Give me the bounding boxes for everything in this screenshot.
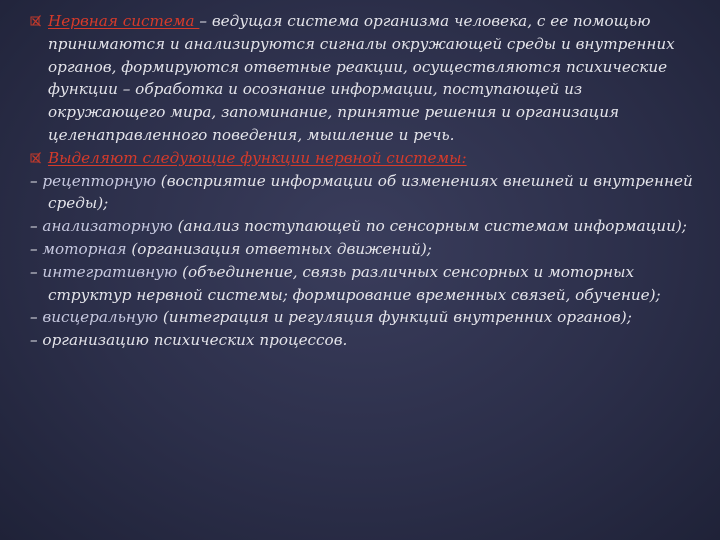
- item-dash: –: [30, 217, 43, 236]
- definition-paragraph: [30, 10, 702, 147]
- function-term: интегративную: [42, 262, 178, 281]
- definition-term: Нервная система: [48, 12, 200, 30]
- function-term: висцеральную: [42, 308, 159, 327]
- function-item: [30, 306, 702, 329]
- function-item: [30, 215, 702, 238]
- function-description: организацию психических процессов.: [42, 331, 348, 350]
- function-item: [30, 170, 702, 216]
- checkbox-x-icon: [30, 14, 42, 28]
- function-item: [30, 261, 702, 307]
- function-term: рецепторную: [42, 171, 156, 190]
- function-description: (анализ поступающей по сенсорным системам информации);: [172, 217, 687, 236]
- item-dash: –: [30, 239, 43, 258]
- function-description: (интеграция и регуляция функций внутренних органов);: [158, 308, 632, 327]
- item-dash: –: [30, 308, 43, 327]
- functions-heading: [30, 147, 702, 170]
- function-term: моторная: [42, 239, 127, 258]
- function-item: [30, 238, 702, 261]
- functions-heading-text: Выделяют следующие функции нервной системы:: [48, 148, 467, 167]
- definition-text: – ведущая система организма человека, с ее помощью принимаются и анализируются сигналы окружающей среды и внутренних органов, формируются ответные реакции, осуществляются психические функции – обработка и осознание информации, поступающей из окружающего мира, запоминание, принятие решения и организация целенаправленного поведения, мышление и речь.: [48, 12, 675, 144]
- function-description: (восприятие информации об изменениях внешней и внутренней среды);: [48, 171, 693, 213]
- function-item: [30, 329, 702, 352]
- item-dash: –: [30, 262, 43, 281]
- function-description: (объединение, связь различных сенсорных и моторных структур нервной системы; формирование временных связей, обучение);: [48, 262, 661, 304]
- function-term: анализаторную: [42, 217, 173, 236]
- item-dash: –: [30, 171, 43, 190]
- checkbox-x-icon: [30, 151, 42, 165]
- function-description: (организация ответных движений);: [126, 239, 432, 258]
- item-dash: –: [30, 331, 43, 350]
